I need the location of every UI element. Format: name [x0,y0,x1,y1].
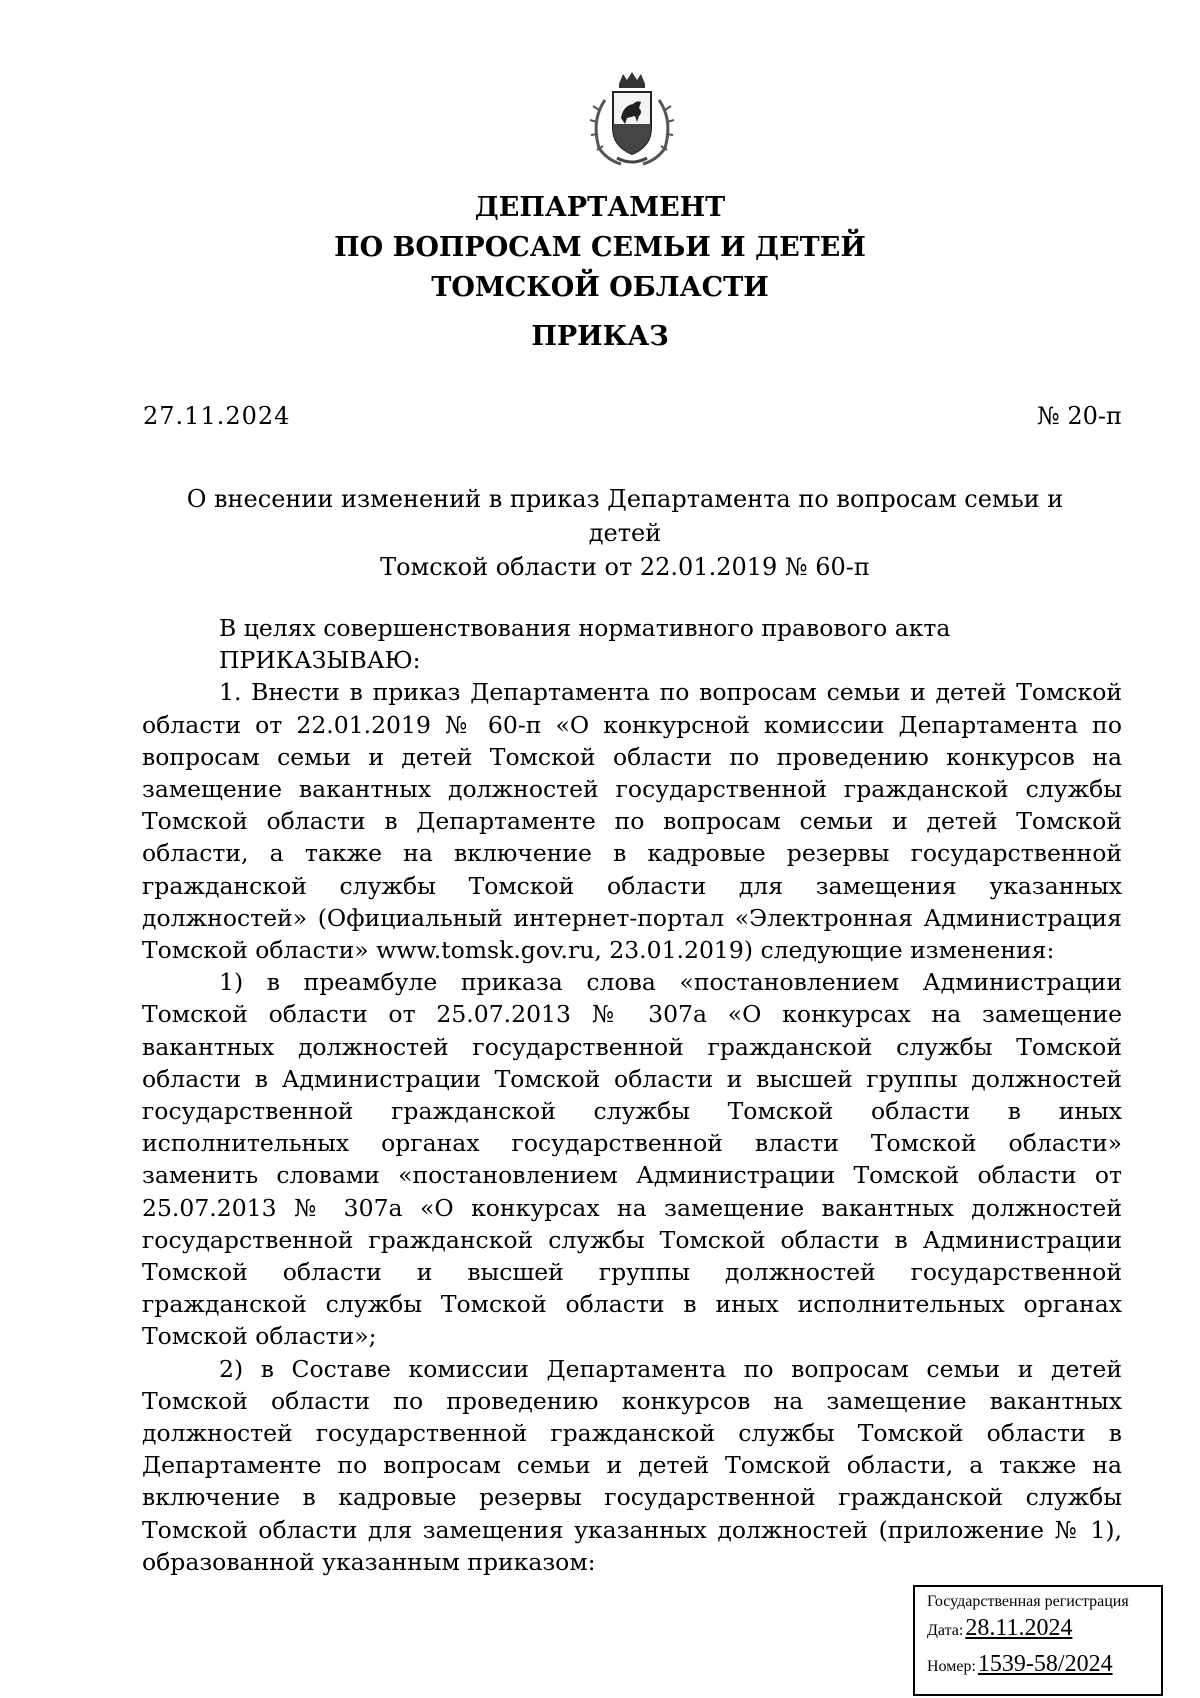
document-type: ПРИКАЗ [531,321,669,352]
department-name-line2: ПО ВОПРОСАМ СЕМЬИ И ДЕТЕЙ [334,232,866,263]
order-date: 27.11.2024 [143,402,291,430]
stamp-number-row [927,1651,1113,1678]
department-name [0,188,1200,308]
stamp-date-value: 28.11.2024 [965,1615,1073,1641]
clause-1-paragraph: 1. Внести в приказ Департамента по вопросам семьи и детей Томской области от 22.01.2019 № 60-п «О конкурсной комиссии Департамента по вопросам семьи и детей Томской области по проведению конкурсов на замещение вакантных должностей государственной гражданской службы Томской области в Департаменте по вопросам семьи и детей Томской области, а также на включение в кадровые резервы государственной гражданской службы Томской области для замещения указанных должностей» (Официальный интернет-портал «Электронная Администрация Томской области» www.tomsk.gov.ru, 23.01.2019) следующие изменения: [142,678,1122,965]
subclause-2-paragraph: 2) в Составе комиссии Департамента по вопросам семьи и детей Томской области по проведению конкурсов на замещение вакантных должностей государственной гражданской службы Томской области в Департаменте по вопросам семьи и детей Томской области, а также на включение в кадровые резервы государственной гражданской службы Томской области для замещения указанных должностей (приложение № 1), образованной указанным приказом: [142,1354,1122,1576]
stamp-number-label: Номер: [927,1658,976,1675]
order-body [142,612,1122,1578]
coat-of-arms-icon [577,70,687,170]
order-title-line1: О внесении изменений в приказ Департамента по вопросам семьи и детей [186,485,1064,547]
order-number: № 20-п [1037,402,1122,430]
stamp-title: Государственная регистрация [927,1593,1129,1610]
order-title [150,482,1100,584]
stamp-number-value: 1539-58/2024 [977,1651,1113,1677]
stamp-date-row [927,1615,1072,1642]
registration-stamp [913,1585,1163,1696]
subclause-1-paragraph: 1) в преамбуле приказа слова «постановлением Администрации Томской области от 25.07.2013 № 307а «О конкурсах на замещение вакантных должностей государственной гражданской службы Томской области в Администрации Томской области и высшей группы должностей государственной гражданской службы Томской области в иных исполнительных органах государственной власти Томской области» заменить словами «постановлением Администрации Томской области от 25.07.2013 № 307а «О конкурсах на замещение вакантных должностей государственной гражданской службы Томской области в Администрации Томской области и высшей группы должностей государственной гражданской службы Томской области в иных исполнительных органах Томской области»; [142,968,1122,1351]
department-name-line3: ТОМСКОЙ ОБЛАСТИ [431,272,769,303]
department-name-line1: ДЕПАРТАМЕНТ [474,192,726,223]
preamble-paragraph: В целях совершенствования нормативного правового акта [219,614,951,642]
stamp-date-label: Дата: [927,1622,964,1639]
order-title-line2: Томской области от 22.01.2019 № 60-п [380,553,870,581]
order-directive: ПРИКАЗЫВАЮ: [219,646,421,675]
